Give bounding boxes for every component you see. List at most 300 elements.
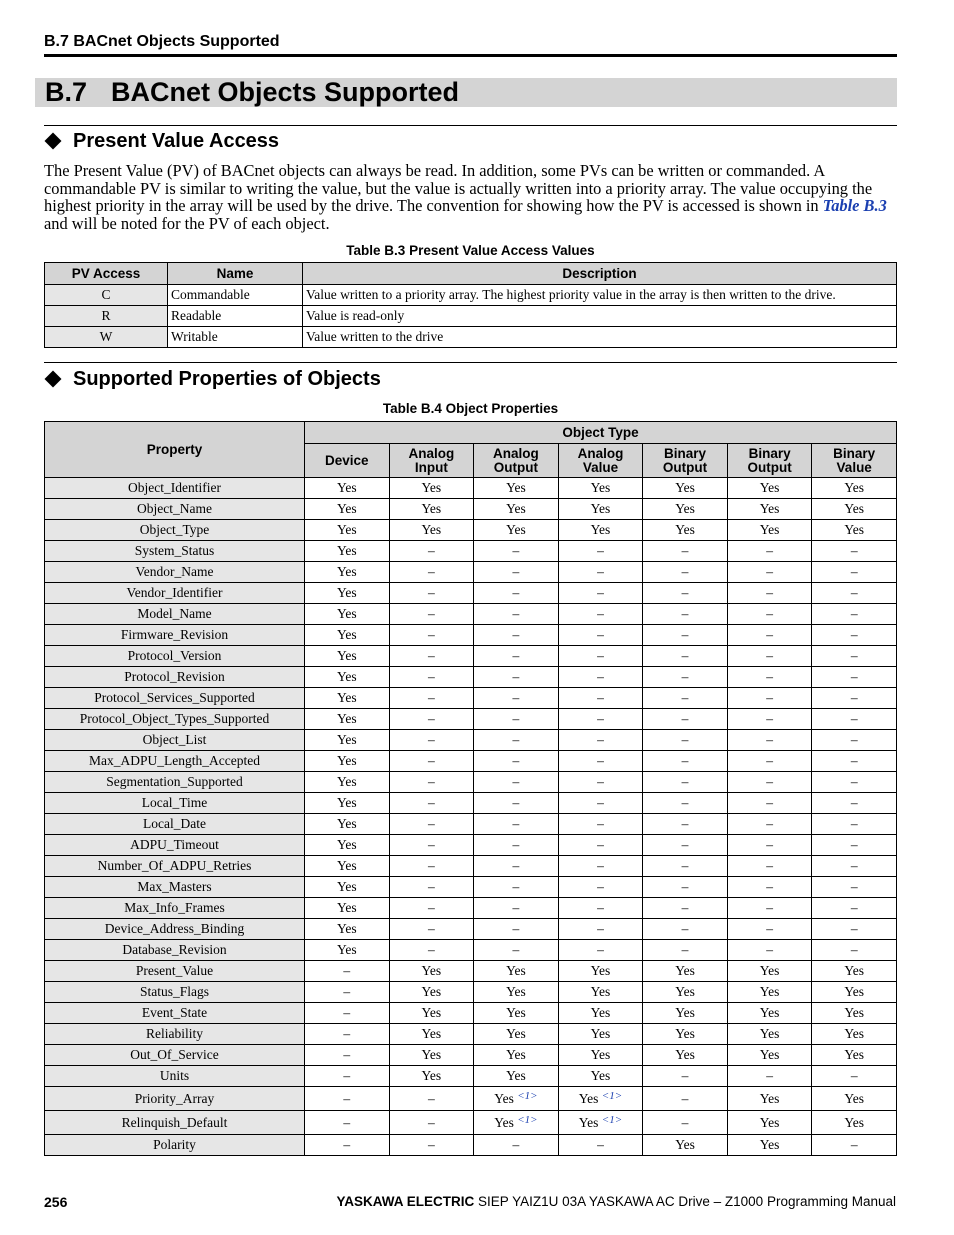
support-cell: Yes: [727, 1024, 812, 1045]
table-row: [45, 520, 897, 541]
object-type-line-2: Value: [836, 459, 872, 475]
table-row: [45, 919, 897, 940]
support-cell: –: [643, 898, 728, 919]
property-name-cell: Protocol_Services_Supported: [45, 688, 305, 709]
support-cell: –: [643, 814, 728, 835]
support-cell: Yes: [558, 1003, 643, 1024]
support-cell: Yes: [727, 961, 812, 982]
support-cell: Yes: [558, 1066, 643, 1087]
support-cell: –: [812, 667, 897, 688]
object-type-line-2: Output: [747, 459, 792, 475]
support-cell: Yes: [643, 961, 728, 982]
table-row: [45, 541, 897, 562]
support-cell: –: [558, 625, 643, 646]
support-cell: –: [643, 1111, 728, 1135]
object-type-line-2: Input: [414, 459, 448, 475]
support-cell: –: [727, 709, 812, 730]
support-cell: –: [474, 667, 559, 688]
table-row: [45, 646, 897, 667]
support-cell: –: [558, 604, 643, 625]
property-name-cell: Local_Time: [45, 793, 305, 814]
support-cell: –: [558, 856, 643, 877]
support-cell: –: [727, 604, 812, 625]
support-cell: Yes: [474, 1003, 559, 1024]
table-row: [45, 751, 897, 772]
support-cell: Yes: [305, 667, 390, 688]
support-cell: –: [812, 646, 897, 667]
support-cell: –: [643, 625, 728, 646]
table-row: [45, 499, 897, 520]
object-type-col-header: [389, 444, 474, 478]
support-cell: Yes: [812, 1111, 897, 1135]
support-cell: –: [389, 772, 474, 793]
support-cell-with-footnote: Yes $^{<1>}$: [558, 1111, 643, 1135]
support-cell: –: [389, 1087, 474, 1111]
support-cell: –: [474, 940, 559, 961]
object-type-col-header: [558, 444, 643, 478]
support-cell: –: [812, 562, 897, 583]
support-cell: Yes: [558, 499, 643, 520]
support-cell: –: [474, 1135, 559, 1156]
support-cell-with-footnote: Yes $^{<1>}$: [474, 1087, 559, 1111]
object-type-col-header: [727, 444, 812, 478]
support-cell: Yes: [389, 1003, 474, 1024]
footnote-link[interactable]: <1>: [517, 1114, 538, 1126]
support-cell: –: [474, 835, 559, 856]
table-row: [45, 1111, 897, 1135]
support-cell: –: [474, 688, 559, 709]
support-cell: Yes: [812, 1003, 897, 1024]
support-cell: –: [812, 604, 897, 625]
property-name-cell: Vendor_Identifier: [45, 583, 305, 604]
footnote-link[interactable]: <1>: [517, 1090, 538, 1102]
support-cell: Yes: [474, 520, 559, 541]
support-cell: –: [558, 772, 643, 793]
support-cell: Yes: [305, 730, 390, 751]
property-name-cell: Protocol_Version: [45, 646, 305, 667]
support-cell: Yes: [643, 1024, 728, 1045]
support-cell: –: [558, 583, 643, 604]
support-cell: Yes: [305, 877, 390, 898]
support-cell: –: [812, 541, 897, 562]
support-cell: Yes: [812, 1045, 897, 1066]
property-name-cell: Protocol_Revision: [45, 667, 305, 688]
support-cell: –: [389, 919, 474, 940]
support-cell: –: [727, 877, 812, 898]
object-type-col-header: [643, 444, 728, 478]
table-cell: R: [45, 306, 168, 327]
support-cell: –: [305, 1066, 390, 1087]
property-name-cell: Protocol_Object_Types_Supported: [45, 709, 305, 730]
support-cell: Yes: [727, 520, 812, 541]
table-row: [45, 306, 897, 327]
support-cell: Yes: [727, 1135, 812, 1156]
support-cell: –: [558, 562, 643, 583]
support-cell: –: [727, 814, 812, 835]
pv-col-header: PV Access: [45, 263, 168, 285]
support-cell: –: [389, 583, 474, 604]
support-cell: –: [389, 562, 474, 583]
support-cell: Yes: [812, 1087, 897, 1111]
table-row: [45, 688, 897, 709]
support-cell: –: [812, 856, 897, 877]
table-row: [45, 1066, 897, 1087]
table-row: [45, 1087, 897, 1111]
header-rule: [44, 54, 897, 57]
property-name-cell: Vendor_Name: [45, 562, 305, 583]
support-cell: –: [305, 1003, 390, 1024]
support-cell: –: [643, 604, 728, 625]
pv-col-header: Description: [303, 263, 897, 285]
support-cell: –: [474, 730, 559, 751]
support-cell: Yes: [305, 562, 390, 583]
support-cell: –: [389, 1111, 474, 1135]
support-cell: –: [727, 583, 812, 604]
support-cell: –: [812, 919, 897, 940]
table-cell: Value written to a priority array. The highest priority value in the array is then written to the drive.: [303, 285, 897, 306]
property-name-cell: ADPU_Timeout: [45, 835, 305, 856]
support-cell: –: [727, 835, 812, 856]
support-cell: Yes: [643, 1045, 728, 1066]
support-cell: –: [389, 667, 474, 688]
page-number: 256: [44, 1194, 68, 1210]
support-cell: Yes: [474, 1045, 559, 1066]
support-cell: Yes: [812, 520, 897, 541]
support-cell: Yes: [643, 499, 728, 520]
property-name-cell: Local_Date: [45, 814, 305, 835]
support-cell: Yes: [389, 1045, 474, 1066]
support-cell: –: [558, 898, 643, 919]
support-cell: –: [727, 751, 812, 772]
property-name-cell: Max_ADPU_Length_Accepted: [45, 751, 305, 772]
support-cell: Yes: [474, 961, 559, 982]
support-cell: –: [474, 814, 559, 835]
support-cell: –: [305, 1111, 390, 1135]
table-row: [45, 667, 897, 688]
support-cell: –: [643, 793, 728, 814]
property-name-cell: Priority_Array: [45, 1087, 305, 1111]
object-type-col-header: [305, 444, 390, 478]
property-name-cell: Max_Masters: [45, 877, 305, 898]
support-cell: –: [812, 730, 897, 751]
support-cell: –: [643, 1087, 728, 1111]
support-cell: Yes: [305, 814, 390, 835]
object-type-line-1: Analog: [408, 445, 455, 461]
support-cell: –: [727, 646, 812, 667]
property-name-cell: Reliability: [45, 1024, 305, 1045]
support-cell: –: [474, 919, 559, 940]
property-name-cell: Object_Type: [45, 520, 305, 541]
section-number: B.7: [45, 77, 88, 107]
support-cell: –: [305, 1024, 390, 1045]
support-cell: –: [727, 919, 812, 940]
support-cell: –: [389, 646, 474, 667]
supported-properties-heading: [44, 367, 381, 391]
support-cell: –: [812, 835, 897, 856]
support-cell: –: [389, 688, 474, 709]
table-b4-caption: Table B.4 Object Properties: [382, 401, 559, 416]
support-cell: –: [643, 919, 728, 940]
table-cell: C: [45, 285, 168, 306]
support-cell: Yes: [558, 982, 643, 1003]
support-cell: –: [727, 940, 812, 961]
table-row: [45, 793, 897, 814]
support-cell: –: [474, 793, 559, 814]
property-name-cell: Object_List: [45, 730, 305, 751]
support-cell: –: [389, 625, 474, 646]
object-properties-table: [44, 421, 897, 1156]
support-cell: Yes: [305, 604, 390, 625]
support-cell: –: [474, 646, 559, 667]
footnote-link[interactable]: <1>: [601, 1090, 623, 1102]
table-cell: Readable: [168, 306, 303, 327]
support-cell: –: [389, 709, 474, 730]
table-b3-link[interactable]: Table B.3: [822, 196, 887, 215]
support-cell: –: [727, 772, 812, 793]
support-cell: –: [812, 877, 897, 898]
support-cell: Yes: [727, 1111, 812, 1135]
pv-col-header: Name: [168, 263, 303, 285]
support-cell: Yes: [812, 1024, 897, 1045]
support-cell: –: [474, 772, 559, 793]
support-cell: –: [389, 730, 474, 751]
support-cell: –: [812, 583, 897, 604]
support-cell: –: [812, 898, 897, 919]
table-row: [45, 772, 897, 793]
object-type-header: Object Type: [305, 422, 897, 444]
support-cell: Yes: [389, 499, 474, 520]
property-name-cell: Max_Info_Frames: [45, 898, 305, 919]
support-cell: Yes: [727, 1087, 812, 1111]
object-type-line-1: Binary: [833, 445, 876, 461]
diamond-bullet-icon: [45, 371, 62, 388]
support-cell: –: [389, 793, 474, 814]
object-type-col-header: [812, 444, 897, 478]
support-cell: –: [558, 835, 643, 856]
support-cell: –: [812, 709, 897, 730]
support-cell: –: [643, 772, 728, 793]
support-cell: –: [305, 1135, 390, 1156]
support-cell: –: [643, 562, 728, 583]
footer-doc: SIEP YAIZ1U 03A YASKAWA AC Drive – Z1000 Programming Manual: [474, 1194, 896, 1209]
object-type-line-1: Binary: [664, 445, 707, 461]
pv-access-table: [44, 262, 897, 348]
support-cell: Yes: [305, 898, 390, 919]
object-type-line-2: Output: [493, 459, 539, 475]
support-cell: –: [727, 730, 812, 751]
support-cell: Yes: [305, 835, 390, 856]
support-cell: Yes: [305, 793, 390, 814]
support-cell: –: [305, 1045, 390, 1066]
support-cell: –: [643, 835, 728, 856]
support-cell: Yes: [558, 1024, 643, 1045]
property-name-cell: Segmentation_Supported: [45, 772, 305, 793]
support-cell: –: [558, 688, 643, 709]
table-row: [45, 604, 897, 625]
support-cell: –: [474, 583, 559, 604]
support-cell: –: [812, 793, 897, 814]
intro-text-2: and will be noted for the PV of each object.: [44, 213, 330, 233]
support-cell: –: [812, 1066, 897, 1087]
table-row: [45, 583, 897, 604]
table-row: [45, 1135, 897, 1156]
support-cell: –: [558, 877, 643, 898]
table-cell: Commandable: [168, 285, 303, 306]
running-header: B.7 BACnet Objects Supported: [44, 33, 280, 50]
support-cell: –: [558, 709, 643, 730]
support-cell: –: [643, 751, 728, 772]
support-cell: –: [389, 835, 474, 856]
property-name-cell: Relinquish_Default: [45, 1111, 305, 1135]
support-cell: –: [643, 940, 728, 961]
support-cell: –: [727, 688, 812, 709]
support-cell: Yes: [389, 520, 474, 541]
support-cell: –: [389, 940, 474, 961]
support-cell: Yes: [389, 982, 474, 1003]
support-cell: Yes: [727, 1003, 812, 1024]
support-cell: –: [643, 856, 728, 877]
table-row: [45, 961, 897, 982]
support-cell: –: [727, 625, 812, 646]
support-cell: –: [643, 583, 728, 604]
table-row: [45, 285, 897, 306]
support-cell: –: [558, 940, 643, 961]
table-row: [45, 982, 897, 1003]
table-row: [45, 1024, 897, 1045]
table-cell: Value is read-only: [303, 306, 897, 327]
object-type-col-header: [474, 444, 559, 478]
table-row: [45, 940, 897, 961]
table-row: [45, 898, 897, 919]
support-cell: Yes: [305, 751, 390, 772]
supported-properties-heading-text: Supported Properties of Objects: [73, 368, 381, 390]
present-value-heading-text: Present Value Access: [73, 130, 280, 152]
table-row: [45, 835, 897, 856]
support-cell: –: [643, 541, 728, 562]
support-cell: –: [643, 688, 728, 709]
support-cell: Yes: [643, 1135, 728, 1156]
table-row: [45, 625, 897, 646]
property-name-cell: Number_Of_ADPU_Retries: [45, 856, 305, 877]
support-cell: –: [389, 541, 474, 562]
support-cell: Yes: [474, 499, 559, 520]
support-cell: Yes: [727, 982, 812, 1003]
present-value-heading: [44, 129, 279, 153]
support-cell: –: [558, 793, 643, 814]
support-cell-with-footnote: Yes $^{<1>}$: [558, 1087, 643, 1111]
support-cell: –: [558, 814, 643, 835]
property-name-cell: Present_Value: [45, 961, 305, 982]
support-cell: –: [474, 856, 559, 877]
support-cell: –: [558, 730, 643, 751]
support-cell: Yes: [643, 478, 728, 499]
intro-text-1: The Present Value (PV) of BACnet objects can always be read. In addition, some PVs can be written or commanded. A commandable PV is similar to writing the value, but the value is actually written into a priority array. The value occupying the highest priority in the array will be used by the drive. The convention for showing how the PV is accessed is shown in: [44, 161, 873, 215]
table-row: [45, 730, 897, 751]
support-cell: Yes: [305, 688, 390, 709]
property-name-cell: Out_Of_Service: [45, 1045, 305, 1066]
support-cell: –: [643, 709, 728, 730]
support-cell: Yes: [389, 961, 474, 982]
section-rule-1: [44, 125, 897, 126]
object-type-line-1: Binary: [748, 445, 791, 461]
property-name-cell: Database_Revision: [45, 940, 305, 961]
support-cell: –: [812, 688, 897, 709]
support-cell: –: [558, 751, 643, 772]
support-cell: Yes: [305, 856, 390, 877]
support-cell: Yes: [305, 646, 390, 667]
support-cell: –: [305, 961, 390, 982]
support-cell: –: [727, 667, 812, 688]
support-cell: Yes: [643, 520, 728, 541]
object-type-line-2: Output: [662, 459, 708, 475]
support-cell: –: [474, 625, 559, 646]
section-title: [45, 76, 459, 109]
support-cell: –: [643, 730, 728, 751]
support-cell: Yes: [558, 961, 643, 982]
support-cell: Yes: [474, 1024, 559, 1045]
support-cell: –: [727, 562, 812, 583]
table-row: [45, 877, 897, 898]
support-cell: –: [474, 541, 559, 562]
property-name-cell: Status_Flags: [45, 982, 305, 1003]
support-cell: –: [643, 667, 728, 688]
support-cell: –: [474, 898, 559, 919]
support-cell: Yes: [812, 961, 897, 982]
footnote-link[interactable]: <1>: [601, 1114, 623, 1126]
support-cell: Yes: [812, 478, 897, 499]
support-cell: –: [305, 982, 390, 1003]
property-name-cell: Event_State: [45, 1003, 305, 1024]
support-cell: Yes: [727, 499, 812, 520]
support-cell: Yes: [389, 1024, 474, 1045]
support-cell: –: [389, 604, 474, 625]
support-cell: –: [558, 1135, 643, 1156]
object-type-line-1: Device: [325, 452, 369, 468]
footer-text: [337, 1194, 896, 1209]
support-cell: Yes: [305, 541, 390, 562]
support-cell: –: [474, 877, 559, 898]
support-cell: Yes: [305, 583, 390, 604]
support-cell: Yes: [812, 982, 897, 1003]
support-cell: –: [558, 919, 643, 940]
support-cell: Yes: [305, 478, 390, 499]
support-cell: Yes: [474, 982, 559, 1003]
support-cell: Yes: [727, 478, 812, 499]
table-cell: W: [45, 327, 168, 348]
support-cell: –: [474, 751, 559, 772]
table-b3-caption: Table B.3 Present Value Access Values: [346, 243, 595, 258]
support-cell: –: [558, 646, 643, 667]
support-cell: –: [474, 604, 559, 625]
table-row: [45, 814, 897, 835]
intro-paragraph: [44, 162, 900, 232]
support-cell: Yes: [305, 499, 390, 520]
support-cell: Yes: [305, 772, 390, 793]
table-row: [45, 1003, 897, 1024]
support-cell-with-footnote: Yes $^{<1>}$: [474, 1111, 559, 1135]
support-cell: Yes: [474, 1066, 559, 1087]
support-cell: –: [389, 751, 474, 772]
support-cell: –: [474, 709, 559, 730]
support-cell: –: [474, 562, 559, 583]
section-rule-2: [44, 362, 897, 363]
support-cell: –: [643, 646, 728, 667]
support-cell: –: [812, 751, 897, 772]
object-type-line-1: Analog: [577, 445, 624, 461]
support-cell: –: [812, 940, 897, 961]
property-name-cell: Object_Name: [45, 499, 305, 520]
support-cell: –: [812, 1135, 897, 1156]
